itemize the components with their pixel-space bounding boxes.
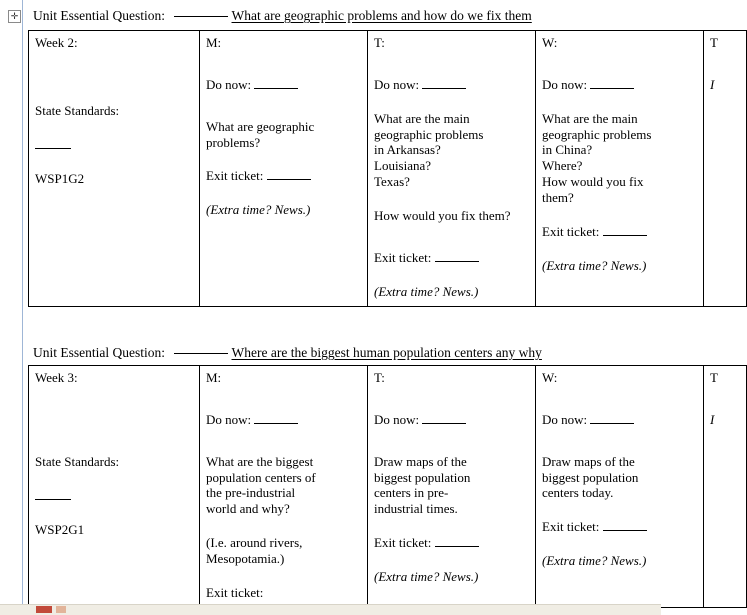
- do-now-label: Do now:: [542, 411, 588, 427]
- week-3-wednesday-task-line-2: centers today.: [542, 485, 614, 501]
- table-row: [29, 366, 747, 608]
- week-3-label: Week 3:: [35, 370, 78, 385]
- week-3-wednesday-task-line-0: Draw maps of the: [542, 453, 635, 469]
- week-2-standards-blank: [35, 137, 193, 153]
- week-2-wednesday-day: W:: [542, 35, 558, 50]
- week-3-tuesday-cell: [368, 366, 536, 608]
- week-3-wednesday-extra: (Extra time? News.): [542, 553, 647, 569]
- week-2-tuesday-extra: (Extra time? News.): [374, 283, 479, 299]
- do-now-label: Do now:: [374, 411, 420, 427]
- week-2-standards-label: State Standards:: [35, 102, 120, 118]
- week-2-wednesday-task-line-4: How would you fix: [542, 174, 644, 190]
- scrollbar-marker-secondary[interactable]: [56, 606, 66, 613]
- week-3-wednesday-exit: [542, 519, 697, 535]
- week-2-thursday-fragment: I: [710, 76, 715, 92]
- unit-essential-question-label-1: Unit Essential Question:: [33, 8, 165, 23]
- do-now-label: Do now:: [374, 76, 420, 92]
- week-3-monday-day: M:: [206, 370, 222, 385]
- scrollbar-marker[interactable]: [36, 606, 52, 613]
- week-2-wednesday-cell: [536, 31, 704, 307]
- week-2-tuesday-task-line-3: Louisiana?: [374, 158, 432, 174]
- unit-essential-question-2: [33, 345, 542, 361]
- week-2-tuesday-task2: How would you fix them?: [374, 208, 511, 224]
- week-2-monday-cell: [200, 31, 368, 307]
- week-2-standard-code: WSP1G2: [35, 170, 85, 186]
- exit-ticket-label: Exit ticket:: [374, 535, 432, 551]
- week-3-wednesday-task-line-1: biggest population: [542, 469, 639, 485]
- unit-essential-question-1: [33, 8, 532, 24]
- week-3-tuesday-extra: (Extra time? News.): [374, 569, 479, 585]
- week-2-wednesday-extra: (Extra time? News.): [542, 257, 647, 273]
- week-2-wednesday-task-line-1: geographic problems: [542, 126, 652, 142]
- week-3-monday-cell: [200, 366, 368, 608]
- week-2-thursday-day: T: [710, 35, 718, 50]
- exit-ticket-label: Exit ticket:: [374, 249, 432, 265]
- week-3-monday-task-line-2: the pre-industrial: [206, 485, 296, 501]
- week-3-monday-note: (I.e. around rivers, Mesopotamia.): [206, 535, 303, 567]
- week-3-tuesday-task-line-1: biggest population: [374, 469, 471, 485]
- week-2-monday-day: M:: [206, 35, 222, 50]
- week-2-wednesday-task-line-2: in China?: [542, 142, 593, 158]
- week-3-monday-task-line-3: world and why?: [206, 501, 290, 517]
- exit-ticket-label: Exit ticket:: [206, 168, 264, 184]
- unit-essential-question-answer-2: Where are the biggest human population centers any why: [231, 345, 542, 360]
- week-2-tuesday-cell: [368, 31, 536, 307]
- week-3-wednesday-day: W:: [542, 370, 558, 385]
- week-2-monday-extra: (Extra time? News.): [206, 202, 311, 218]
- week-3-standard-code: WSP2G1: [35, 521, 85, 537]
- exit-ticket-label: Exit ticket:: [542, 223, 600, 239]
- week-2-standards-cell: [29, 31, 200, 307]
- left-margin-rule: [22, 0, 23, 605]
- table-row: [29, 31, 747, 307]
- week-3-monday-task-line-1: population centers of: [206, 469, 316, 485]
- week-2-monday-exit: [206, 168, 361, 184]
- unit-essential-question-label-2: Unit Essential Question:: [33, 345, 165, 360]
- week-3-monday-do-now: [206, 412, 361, 428]
- week-3-tuesday-exit: [374, 535, 529, 551]
- week-2-wednesday-do-now: [542, 77, 697, 93]
- week-3-monday-task-line-0: What are the biggest: [206, 453, 314, 469]
- week-2-table: [28, 30, 747, 307]
- week-2-tuesday-exit: [374, 250, 529, 266]
- week-3-tuesday-task-line-2: centers in pre-: [374, 485, 449, 501]
- do-now-label: Do now:: [206, 76, 252, 92]
- week-2-tuesday-do-now: [374, 77, 529, 93]
- exit-ticket-label: Exit ticket:: [542, 519, 600, 535]
- week-3-standards-blank: [35, 488, 193, 504]
- eq-blank-1: [174, 16, 228, 17]
- week-2-wednesday-task-line-3: Where?: [542, 158, 583, 174]
- week-2-tuesday-task-line-4: Texas?: [374, 174, 410, 190]
- week-2-label: Week 2:: [35, 35, 78, 50]
- eq-blank-2: [174, 353, 228, 354]
- horizontal-scrollbar[interactable]: [0, 604, 661, 615]
- week-3-standards-label: State Standards:: [35, 453, 120, 469]
- week-2-tuesday-day: T:: [374, 35, 385, 50]
- week-3-thursday-fragment: I: [710, 411, 715, 427]
- week-3-tuesday-task-line-3: industrial times.: [374, 501, 458, 517]
- week-2-wednesday-task-line-5: them?: [542, 190, 574, 206]
- do-now-label: Do now:: [206, 411, 252, 427]
- week-2-wednesday-exit: [542, 224, 697, 240]
- week-3-wednesday-do-now: [542, 412, 697, 428]
- week-3-standards-cell: [29, 366, 200, 608]
- week-2-monday-do-now: [206, 77, 361, 93]
- unit-essential-question-answer-1: What are geographic problems and how do we fix them: [231, 8, 532, 23]
- week-3-tuesday-task-line-0: Draw maps of the: [374, 453, 467, 469]
- week-3-thursday-cell: [704, 366, 747, 608]
- week-2-thursday-cell: [704, 31, 747, 307]
- week-3-wednesday-cell: [536, 366, 704, 608]
- week-2-tuesday-task-line-0: What are the main: [374, 110, 470, 126]
- do-now-label: Do now:: [542, 76, 588, 92]
- week-3-monday-exit: [206, 585, 361, 601]
- week-2-wednesday-task-line-0: What are the main: [542, 110, 638, 126]
- week-2-tuesday-task-line-1: geographic problems: [374, 126, 484, 142]
- week-2-tuesday-task-line-2: in Arkansas?: [374, 142, 441, 158]
- exit-ticket-label: Exit ticket:: [206, 584, 264, 600]
- week-2-monday-task: What are geographic problems?: [206, 118, 315, 150]
- table-move-handle-icon[interactable]: ✛: [8, 10, 21, 23]
- week-3-tuesday-do-now: [374, 412, 529, 428]
- week-3-tuesday-day: T:: [374, 370, 385, 385]
- week-3-thursday-day: T: [710, 370, 718, 385]
- week-3-table: [28, 365, 747, 608]
